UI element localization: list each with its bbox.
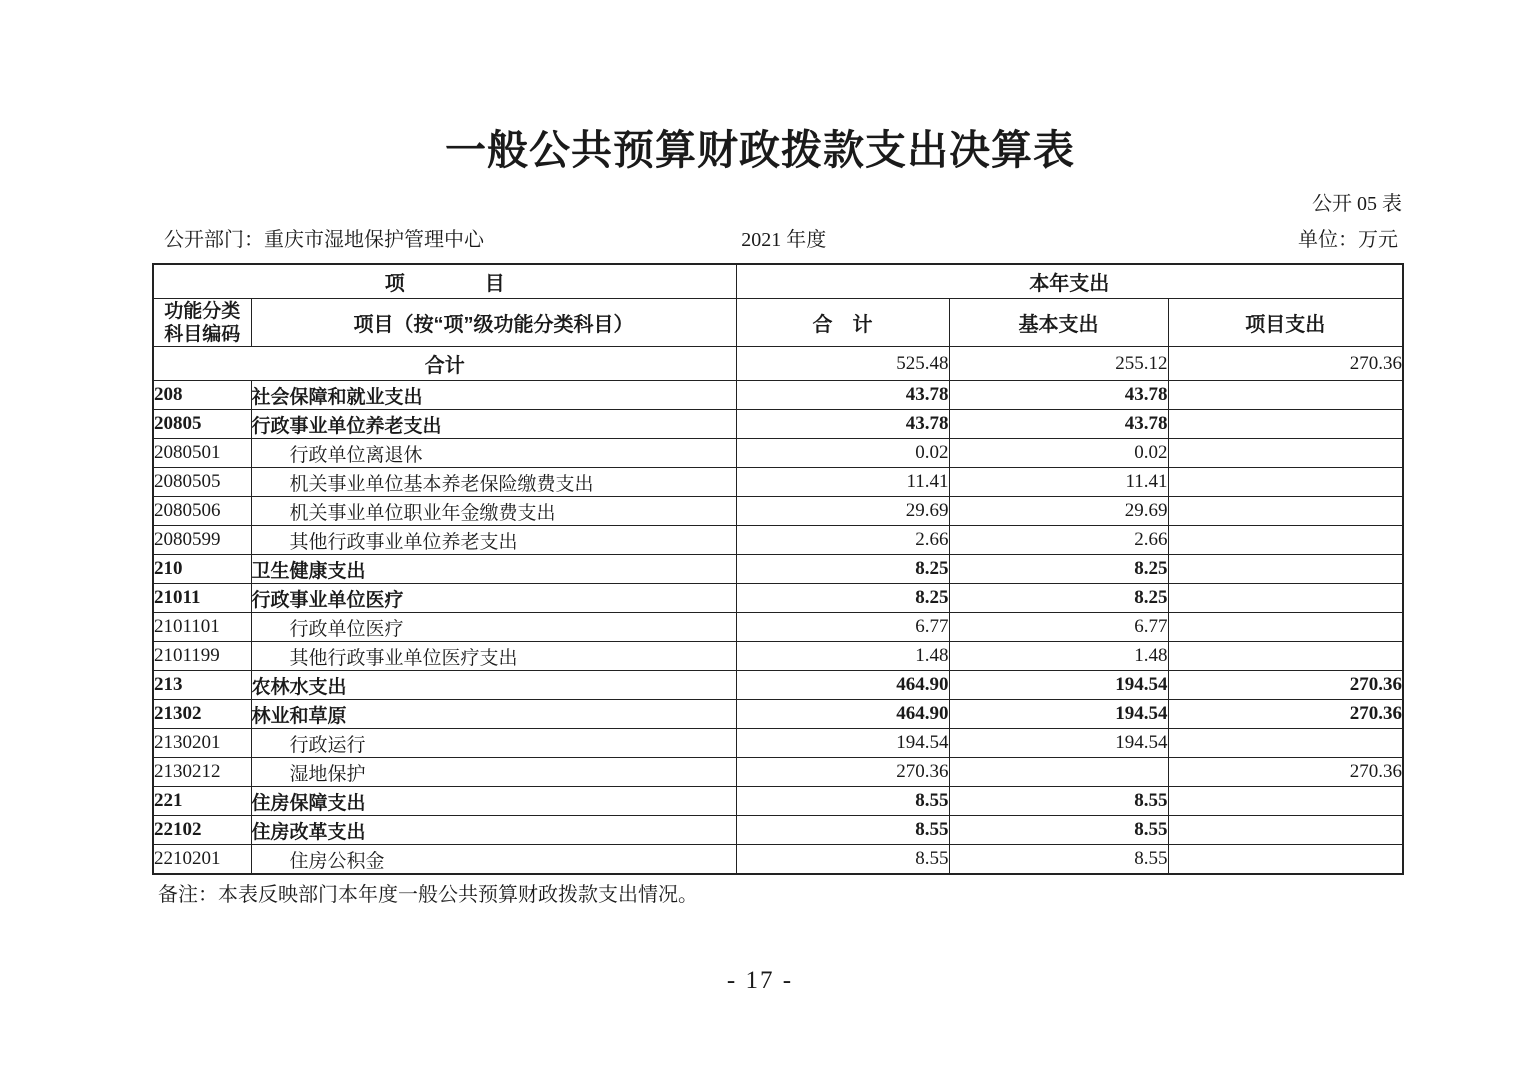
total-row-total: 525.48 [736, 347, 949, 381]
row-project-cell [1168, 555, 1403, 584]
row-basic-cell: 43.78 [949, 381, 1168, 410]
row-basic-cell: 1.48 [949, 642, 1168, 671]
header-columns-row [153, 299, 1403, 347]
row-project-cell [1168, 526, 1403, 555]
table-row [153, 845, 1403, 875]
header-group-row [153, 264, 1403, 299]
total-row-project: 270.36 [1168, 347, 1403, 381]
table-row [153, 526, 1403, 555]
row-name-cell: 住房保障支出 [251, 787, 736, 816]
row-total-cell: 2.66 [736, 526, 949, 555]
row-total-cell: 464.90 [736, 671, 949, 700]
row-basic-cell: 8.55 [949, 787, 1168, 816]
row-total-cell: 43.78 [736, 410, 949, 439]
row-code-cell: 2130201 [153, 729, 251, 758]
row-total-cell: 29.69 [736, 497, 949, 526]
row-name-cell: 住房改革支出 [251, 816, 736, 845]
row-name-cell: 湿地保护 [251, 758, 736, 787]
row-name-cell: 其他行政事业单位养老支出 [251, 526, 736, 555]
row-total-cell: 8.55 [736, 845, 949, 875]
row-total-cell: 1.48 [736, 642, 949, 671]
row-total-cell: 194.54 [736, 729, 949, 758]
row-project-cell [1168, 410, 1403, 439]
row-code-cell: 208 [153, 381, 251, 410]
row-name-cell: 其他行政事业单位医疗支出 [251, 642, 736, 671]
table-row [153, 787, 1403, 816]
row-code-cell: 2080599 [153, 526, 251, 555]
header-expense-group: 本年支出 [736, 264, 1403, 299]
row-project-cell [1168, 845, 1403, 875]
row-project-cell [1168, 613, 1403, 642]
table-row [153, 468, 1403, 497]
header-total-column: 合 计 [736, 299, 949, 347]
row-code-cell: 210 [153, 555, 251, 584]
row-basic-cell: 43.78 [949, 410, 1168, 439]
row-code-cell: 2101101 [153, 613, 251, 642]
row-code-cell: 2101199 [153, 642, 251, 671]
row-project-cell: 270.36 [1168, 700, 1403, 729]
row-project-cell [1168, 497, 1403, 526]
row-project-cell [1168, 439, 1403, 468]
row-basic-cell: 194.54 [949, 700, 1168, 729]
page-title: 一般公共预算财政拨款支出决算表 [445, 127, 1075, 173]
row-total-cell: 6.77 [736, 613, 949, 642]
row-basic-cell [949, 758, 1168, 787]
row-project-cell [1168, 468, 1403, 497]
row-total-cell: 464.90 [736, 700, 949, 729]
table-row [153, 410, 1403, 439]
page-number: - 17 - [726, 967, 794, 995]
row-basic-cell: 11.41 [949, 468, 1168, 497]
row-name-cell: 社会保障和就业支出 [251, 381, 736, 410]
row-total-cell: 8.25 [736, 555, 949, 584]
header-name-column: 项目（按“项”级功能分类科目） [251, 299, 736, 347]
row-basic-cell: 6.77 [949, 613, 1168, 642]
row-name-cell: 机关事业单位职业年金缴费支出 [251, 497, 736, 526]
row-name-cell: 行政事业单位医疗 [251, 584, 736, 613]
row-name-cell: 行政单位离退休 [251, 439, 736, 468]
header-basic-column: 基本支出 [949, 299, 1168, 347]
row-basic-cell: 194.54 [949, 729, 1168, 758]
header-code-line1: 功能分类 [164, 300, 241, 322]
table-row [153, 381, 1403, 410]
row-code-cell: 2080506 [153, 497, 251, 526]
table-meta-row [152, 228, 1402, 253]
row-name-cell: 机关事业单位基本养老保险缴费支出 [251, 468, 736, 497]
table-row [153, 613, 1403, 642]
table-row [153, 758, 1403, 787]
row-code-cell: 2210201 [153, 845, 251, 875]
table-row [153, 497, 1403, 526]
row-code-cell: 2080501 [153, 439, 251, 468]
row-project-cell [1168, 584, 1403, 613]
row-name-cell: 卫生健康支出 [251, 555, 736, 584]
row-total-cell: 8.55 [736, 816, 949, 845]
row-basic-cell: 8.55 [949, 816, 1168, 845]
department-label: 公开部门：重庆市湿地保护管理中心 [164, 229, 484, 252]
form-number-label: 公开 05 表 [1312, 193, 1402, 216]
unit-label: 单位：万元 [1298, 229, 1398, 252]
row-name-cell: 林业和草原 [251, 700, 736, 729]
table-row [153, 555, 1403, 584]
header-item-group: 项 目 [153, 264, 736, 299]
row-code-cell: 21302 [153, 700, 251, 729]
row-basic-cell: 8.25 [949, 584, 1168, 613]
row-code-cell: 213 [153, 671, 251, 700]
row-project-cell [1168, 816, 1403, 845]
fiscal-year-label: 2021 年度 [741, 229, 827, 252]
total-row-basic: 255.12 [949, 347, 1168, 381]
table-row [153, 671, 1403, 700]
row-project-cell: 270.36 [1168, 671, 1403, 700]
row-code-cell: 21011 [153, 584, 251, 613]
row-total-cell: 8.25 [736, 584, 949, 613]
row-basic-cell: 29.69 [949, 497, 1168, 526]
row-total-cell: 270.36 [736, 758, 949, 787]
table-row [153, 729, 1403, 758]
row-basic-cell: 0.02 [949, 439, 1168, 468]
row-project-cell [1168, 787, 1403, 816]
row-basic-cell: 194.54 [949, 671, 1168, 700]
row-code-cell: 20805 [153, 410, 251, 439]
row-name-cell: 住房公积金 [251, 845, 736, 875]
row-project-cell [1168, 381, 1403, 410]
row-project-cell [1168, 729, 1403, 758]
footnote: 备注：本表反映部门本年度一般公共预算财政拨款支出情况。 [158, 884, 698, 907]
row-project-cell [1168, 642, 1403, 671]
table-row [153, 816, 1403, 845]
header-code-column [153, 299, 251, 347]
row-project-cell: 270.36 [1168, 758, 1403, 787]
header-code-line2: 科目编码 [164, 323, 241, 345]
row-name-cell: 农林水支出 [251, 671, 736, 700]
row-name-cell: 行政事业单位养老支出 [251, 410, 736, 439]
expenditure-table [152, 263, 1404, 875]
total-row-label: 合计 [153, 347, 736, 381]
row-total-cell: 8.55 [736, 787, 949, 816]
table-row [153, 584, 1403, 613]
header-project-column: 项目支出 [1168, 299, 1403, 347]
row-basic-cell: 8.55 [949, 845, 1168, 875]
row-name-cell: 行政运行 [251, 729, 736, 758]
row-total-cell: 11.41 [736, 468, 949, 497]
row-code-cell: 2080505 [153, 468, 251, 497]
row-total-cell: 0.02 [736, 439, 949, 468]
row-name-cell: 行政单位医疗 [251, 613, 736, 642]
table-row [153, 642, 1403, 671]
row-code-cell: 221 [153, 787, 251, 816]
table-row [153, 700, 1403, 729]
row-code-cell: 2130212 [153, 758, 251, 787]
table-row [153, 439, 1403, 468]
grand-total-row [153, 347, 1403, 381]
row-code-cell: 22102 [153, 816, 251, 845]
row-basic-cell: 2.66 [949, 526, 1168, 555]
row-total-cell: 43.78 [736, 381, 949, 410]
row-basic-cell: 8.25 [949, 555, 1168, 584]
